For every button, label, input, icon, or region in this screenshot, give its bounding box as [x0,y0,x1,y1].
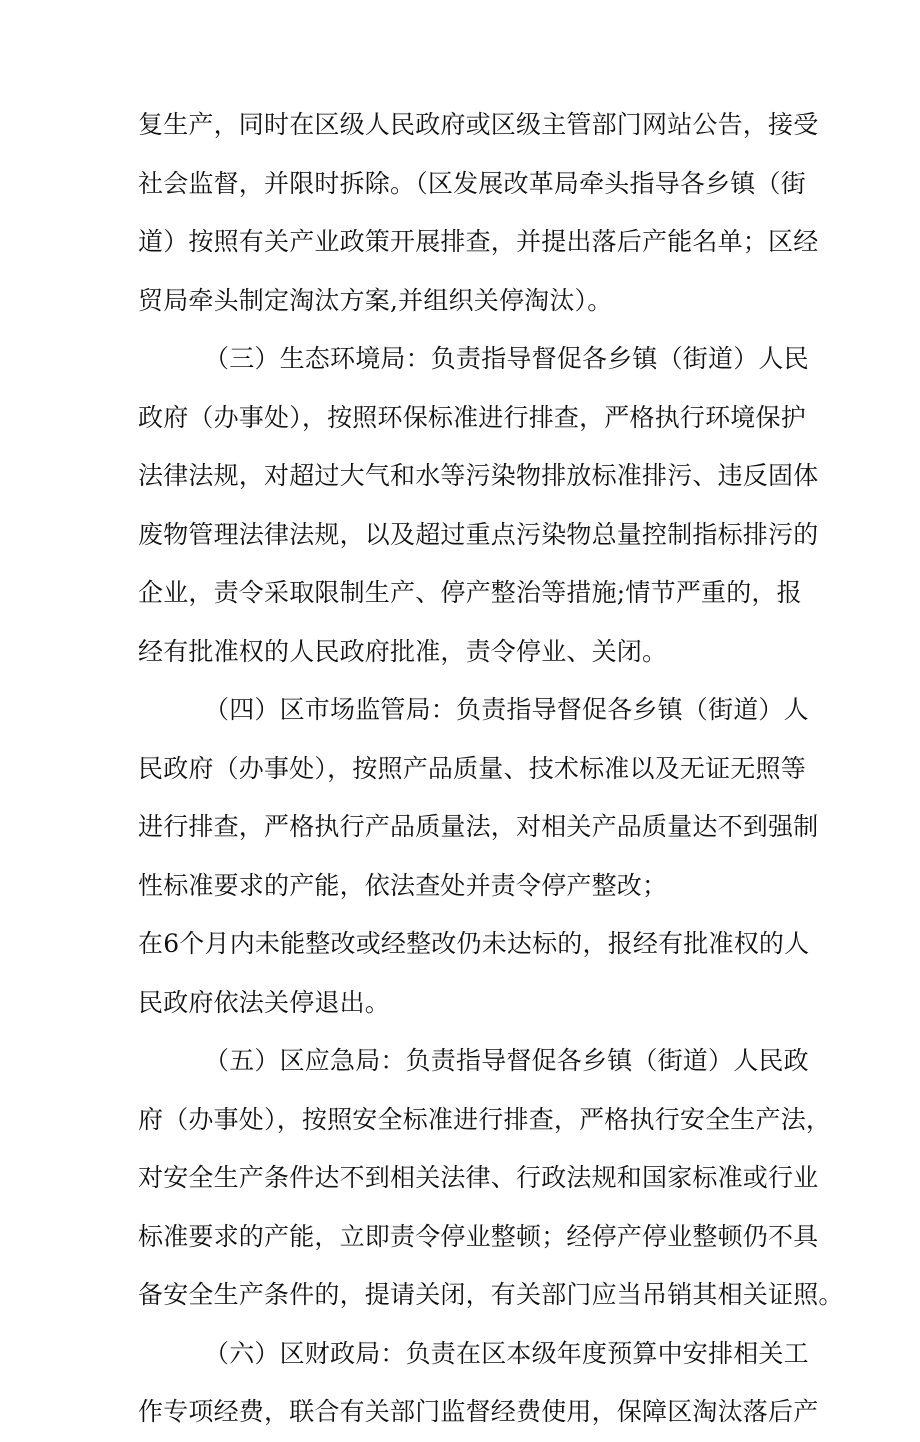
text-line: 府（办事处），按照安全标准进行排查，严格执行安全生产法， [138,1104,832,1134]
text-line: 复生产，同时在区级人民政府或区级主管部门网站公告，接受 [138,110,819,139]
section-five-heading-line: （五）区应急局：负责指导督促各乡镇（街道）人民政 [204,1046,809,1075]
text-line: 民政府依法关停退出。 [138,987,391,1017]
section-six-heading-line: （六）区财政局：负责在区本级年度预算中安排相关工 [204,1338,809,1368]
text-line: 企业，责令采取限制生产、停产整治等措施;情节严重的，报 [138,578,802,607]
text-line: 道）按照有关产业政策开展排查，并提出落后产能名单；区经 [138,227,819,256]
section-three-heading-line: （三）生态环境局：负责指导督促各乡镇（街道）人民 [204,344,809,373]
text-line: 作专项经费，联合有关部门监督经费使用，保障区淘汰落后产 [138,1397,819,1426]
text-line: 贸局牵头制定淘汰方案,并组织关停淘汰）。 [138,285,613,315]
text-line: 社会监督，并限时拆除。（区发展改革局牵头指导各乡镇（街 [138,168,806,198]
text-line: 废物管理法律法规，以及超过重点污染物总量控制指标排污的 [138,519,819,549]
document-body [138,96,844,1442]
text-line: 政府（办事处），按照环保标准进行排查，严格执行环境保护 [138,402,806,432]
text-line: 标准要求的产能，立即责令停业整顿；经停产停业整顿仍不具 [138,1221,819,1251]
text-line: 进行排查，严格执行产品质量法，对相关产品质量达不到强制 [138,812,819,841]
text-line: 法律法规，对超过大气和水等污染物排放标准排污、违反固体 [138,461,819,490]
text-line: 民政府（办事处），按照产品质量、技术标准以及无证无照等 [138,753,806,783]
text-line: 性标准要求的产能，依法查处并责令停产整改； [138,870,668,900]
text-line: 对安全生产条件达不到相关法律、行政法规和国家标准或行业 [138,1163,819,1192]
text-line: 经有批准权的人民政府批准，责令停业、关闭。 [138,636,668,666]
section-four-heading-line: （四）区市场监管局：负责指导督促各乡镇（街道）人 [204,695,809,724]
text-line: 备安全生产条件的，提请关闭，有关部门应当吊销其相关证照。 [138,1280,844,1309]
text-line: 在6个月内未能整改或经整改仍未达标的，报经有批准权的人 [138,929,810,958]
